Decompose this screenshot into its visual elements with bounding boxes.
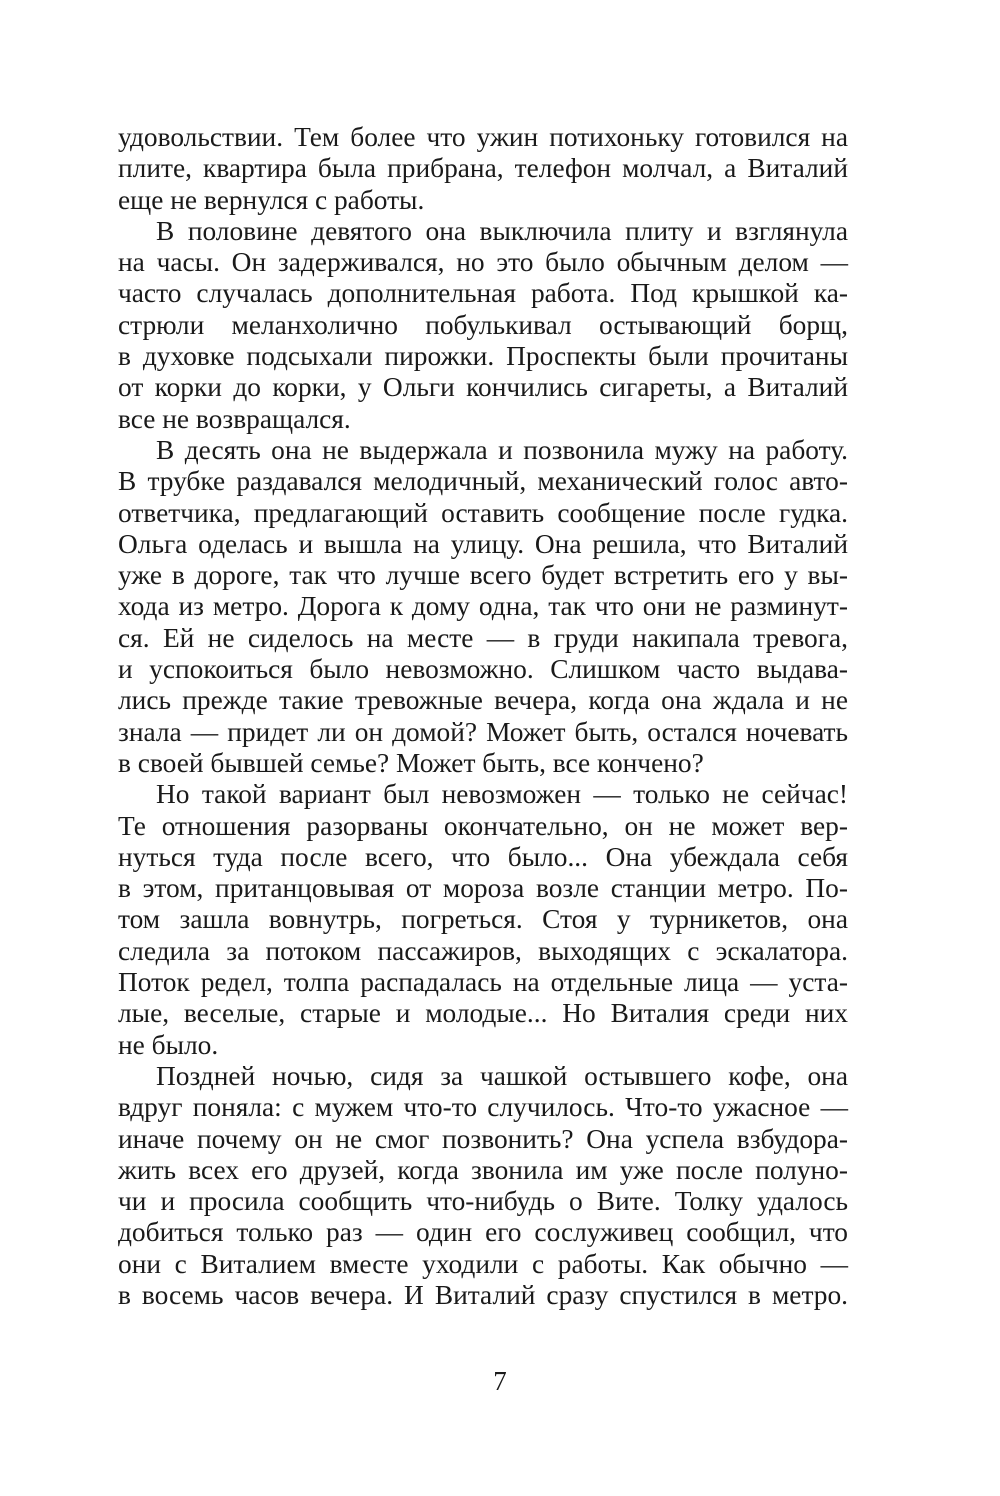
text-line: В трубке раздавался мелодичный, механический голос авто- <box>118 466 848 497</box>
paragraph <box>118 1061 848 1311</box>
text-line: в этом, пританцовывая от мороза возле станции метро. По- <box>118 873 848 904</box>
paragraph <box>118 122 848 216</box>
text-line: Поздней ночью, сидя за чашкой остывшего кофе, она <box>156 1060 848 1091</box>
text-line: Те отношения разорваны окончательно, он не может вер- <box>118 810 848 841</box>
text-line: В половине девятого она выключила плиту и взглянула <box>156 215 848 246</box>
text-line: знала — придет ли он домой? Может быть, остался ночевать <box>118 716 848 747</box>
text-line: часто случалась дополнительная работа. Под крышкой ка- <box>118 278 848 309</box>
text-line: еще не вернулся с работы. <box>118 184 425 215</box>
paragraph <box>118 216 848 435</box>
text-line: в восемь часов вечера. И Виталий сразу спустился в метро. <box>118 1279 848 1310</box>
text-line: уже в дороге, так что лучше всего будет встретить его у вы- <box>118 560 848 591</box>
text-line: стрюли меланхолично побулькивал остывающий борщ, <box>118 309 848 340</box>
text-line: лые, веселые, старые и молодые... Но Виталия среди них <box>118 998 848 1029</box>
text-line: ответчика, предлагающий оставить сообщение после гудка. <box>118 497 848 528</box>
text-line: иначе почему он не смог позвонить? Она успела взбудора- <box>118 1123 848 1154</box>
text-line: хода из метро. Дорога к дому одна, так что они не разминут- <box>118 591 848 622</box>
text-line: в духовке подсыхали пирожки. Проспекты были прочитаны <box>118 341 848 372</box>
text-line: жить всех его друзей, когда звонила им уже после полуно- <box>118 1154 848 1185</box>
paragraph <box>118 435 848 779</box>
text-line: лись прежде такие тревожные вечера, когда она ждала и не <box>118 685 848 716</box>
text-line: чи и просила сообщить что-нибудь о Вите. Толку удалось <box>118 1186 848 1217</box>
text-line: следила за потоком пассажиров, выходящих с эскалатора. <box>118 935 848 966</box>
text-line: они с Виталием вместе уходили с работы. Как обычно — <box>118 1248 848 1279</box>
text-line: нуться туда после всего, что было... Она убеждала себя <box>118 841 848 872</box>
paragraph <box>118 779 848 1061</box>
text-line: вдруг поняла: с мужем что-то случилось. Что-то ужасное — <box>118 1092 848 1123</box>
text-line: в своей бывшей семье? Может быть, все кончено? <box>118 747 704 778</box>
text-line: Поток редел, толпа распадалась на отдельные лица — уста- <box>118 967 848 998</box>
text-line: Но такой вариант был невозможен — только не сейчас! <box>156 779 848 810</box>
text-line: удовольствии. Тем более что ужин потихоньку готовился на <box>118 122 848 152</box>
text-line: и успокоиться было невозможно. Слишком часто выдава- <box>118 654 848 685</box>
page-number: 7 <box>493 1366 507 1396</box>
text-line: том зашла вовнутрь, погреться. Стоя у турникетов, она <box>118 904 848 935</box>
text-line: не было. <box>118 1029 219 1060</box>
text-line: плите, квартира была прибрана, телефон молчал, а Виталий <box>118 153 848 184</box>
text-line: В десять она не выдержала и позвонила мужу на работу. <box>156 434 848 465</box>
text-line: от корки до корки, у Ольги кончились сигареты, а Виталий <box>118 372 848 403</box>
text-line: Ольга оделась и вышла на улицу. Она решила, что Виталий <box>118 528 848 559</box>
text-line: на часы. Он задерживался, но это было обычным делом — <box>118 247 848 278</box>
text-line: все не возвращался. <box>118 403 351 434</box>
page-text <box>118 122 848 1311</box>
text-line: ся. Ей не сиделось на месте — в груди накипала тревога, <box>118 622 848 653</box>
text-line: добиться только раз — один его сослуживец сообщил, что <box>118 1217 848 1248</box>
